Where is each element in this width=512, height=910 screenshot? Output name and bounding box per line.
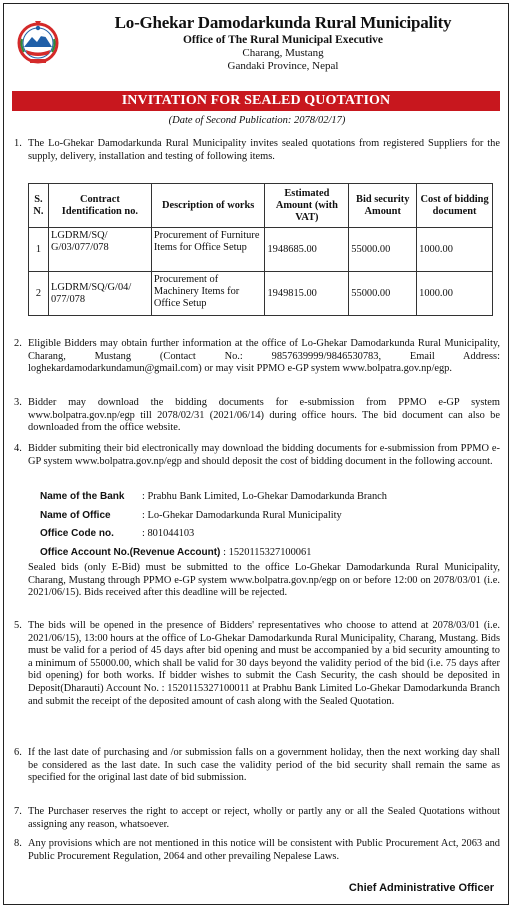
table-row bbox=[29, 272, 493, 316]
clause-number: 1. bbox=[14, 138, 22, 149]
clause-number: 3. bbox=[14, 397, 22, 408]
cell-sn: 1 bbox=[29, 228, 49, 272]
clause-number: 8. bbox=[14, 838, 22, 849]
cell-description: Procurement of Machinery Items for Office Setup bbox=[151, 272, 265, 316]
clause-number: 7. bbox=[14, 806, 22, 817]
clause-number: 5. bbox=[14, 620, 22, 631]
clause-text: The bids will be opened in the presence of Bidders' representatives who choose to attend at 2078/03/01 (i.e. 2021/06/15), 13:00 hours at the office of Lo-Ghekar Damodarkunda Rural Municipality, Charang, Mustang. Bids must be valid for a period of 45 days after bid opening and must be accompanied by a bid security amounting to a minimum of 55000.00, which shall be valid for 30 days beyond the validity period of the bid (i.e. 75 days after bid opening) for both works. If bidder wishes to submit the Cash Security, the cash should be deposited in Deposit(Dharauti) Account No. : 1520115327100011 at Prabhu Bank Limited Lo-Ghekar Damodarkunda Branch and submit the receipt of the deposited amount of cash along with the Sealed Quotation. bbox=[28, 620, 500, 707]
cell-estimated-amount: 1948685.00 bbox=[265, 228, 349, 272]
address-line-2: Gandaki Province, Nepal bbox=[227, 60, 339, 72]
notice-title-banner: INVITATION FOR SEALED QUOTATION bbox=[12, 91, 500, 111]
clause-2 bbox=[14, 338, 500, 376]
publication-date: (Date of Second Publication: 2078/02/17) bbox=[168, 115, 346, 126]
clause-1 bbox=[14, 138, 500, 163]
cell-bid-security: 55000.00 bbox=[349, 228, 417, 272]
notice-frame bbox=[3, 3, 509, 905]
cell-sn: 2 bbox=[29, 272, 49, 316]
cell-contract-id: LGDRM/SQ/G/04/ 077/078 bbox=[48, 272, 151, 316]
clause-text: The Purchaser reserves the right to accept or reject, wholly or partly any or all the Sealed Quotations without assigning any reason, whatsoever. bbox=[28, 806, 500, 830]
clause-7 bbox=[14, 806, 500, 831]
signoff: Chief Administrative Officer bbox=[348, 882, 494, 894]
cell-contract-id: LGDRM/SQ/ G/03/077/078 bbox=[48, 228, 151, 272]
table-header-row bbox=[29, 184, 493, 228]
clause-text: The Lo-Ghekar Damodarkunda Rural Municipality invites sealed quotations from registered Suppliers for the supply, delivery, installation and testing of following items. bbox=[28, 138, 500, 162]
cell-document-cost: 1000.00 bbox=[417, 228, 493, 272]
org-name: Lo-Ghekar Damodarkunda Rural Municipality bbox=[114, 13, 452, 32]
column-header-estimated-amount: Estimated Amount (with VAT) bbox=[265, 184, 349, 228]
header bbox=[4, 4, 510, 88]
clause-text: Eligible Bidders may obtain further information at the office of Lo-Ghekar Damodarkunda Rural Municipality, Charang, Mustang (Contact No.: 9857639999/9846530783, Email Address: loghekardamodarkundamun@gmail.com) or may visit PPMO e-GP system www.bolpatra.gov.np/egp. bbox=[28, 338, 500, 375]
account-value: : 1520115327100061 bbox=[223, 547, 312, 558]
address-line-1: Charang, Mustang bbox=[242, 47, 324, 59]
cell-estimated-amount: 1949815.00 bbox=[265, 272, 349, 316]
office-name: Office of The Rural Municipal Executive bbox=[182, 34, 384, 46]
column-header-sn: S. N. bbox=[29, 184, 49, 228]
sealed-bids-paragraph bbox=[28, 562, 500, 600]
column-header-contract-id: Contract Identification no. bbox=[48, 184, 151, 228]
cell-document-cost: 1000.00 bbox=[417, 272, 493, 316]
account-label: Office Account No.(Revenue Account) bbox=[40, 547, 221, 558]
office-name-value: : Lo-Ghekar Damodarkunda Rural Municipality bbox=[142, 510, 342, 521]
column-header-document-cost: Cost of bidding document bbox=[417, 184, 493, 228]
cell-bid-security: 55000.00 bbox=[349, 272, 417, 316]
clause-number: 4. bbox=[14, 443, 22, 454]
column-header-description: Description of works bbox=[151, 184, 265, 228]
column-header-bid-security: Bid security Amount bbox=[349, 184, 417, 228]
bank-name-label: Name of the Bank bbox=[40, 491, 125, 502]
clause-number: 6. bbox=[14, 747, 22, 758]
clause-4 bbox=[14, 443, 500, 468]
clause-text: Bidder submiting their bid electronically may download the bidding documents for e-submission from PPMO e-GP system www.bolpatra.gov.np/egp and should deposit the cost of bidding document in the following account. bbox=[28, 443, 500, 467]
emblem-icon bbox=[16, 19, 60, 65]
table-row bbox=[29, 228, 493, 272]
cell-description: Procurement of Furniture Items for Office Setup bbox=[151, 228, 265, 272]
office-code-label: Office Code no. bbox=[40, 528, 114, 539]
clause-8 bbox=[14, 838, 500, 863]
clause-3 bbox=[14, 397, 500, 435]
clause-text: Any provisions which are not mentioned in this notice will be consistent with Public Procurement Act, 2063 and Public Procurement Regulation, 2064 and other prevailing Nepalese Laws. bbox=[28, 838, 500, 862]
account-line bbox=[40, 546, 311, 559]
clause-text: Bidder may download the bidding documents for e-submission from PPMO e-GP system www.bolpatra.gov.np/egp till 2078/02/31 (2021/06/14) during office hours. The bid document can also be downloaded from the office website. bbox=[28, 397, 500, 434]
clause-5 bbox=[14, 620, 500, 708]
clause-text: If the last date of purchasing and /or submission falls on a government holiday, then the next working day shall be considered as the last date. In such case the validity period of the bid security shall remain the same as specified for the original last date of bid submission. bbox=[28, 747, 500, 784]
clause-number: 2. bbox=[14, 338, 22, 349]
clause-6 bbox=[14, 747, 500, 785]
items-table bbox=[28, 183, 493, 316]
clause-text: Sealed bids (only E-Bid) must be submitted to the office Lo-Ghekar Damodarkunda Rural Municipality, Charang, Mustang through PPMO e-GP system www.bolpatra.gov.np/egp on or before 12:00 on 2078/03/01 (i.e. 2021/06/15). Bids received after this deadline will be rejected. bbox=[28, 562, 500, 599]
bank-name-value: : Prabhu Bank Limited, Lo-Ghekar Damodarkunda Branch bbox=[142, 491, 387, 502]
office-code-value: : 801044103 bbox=[142, 528, 195, 539]
office-name-label: Name of Office bbox=[40, 510, 111, 521]
